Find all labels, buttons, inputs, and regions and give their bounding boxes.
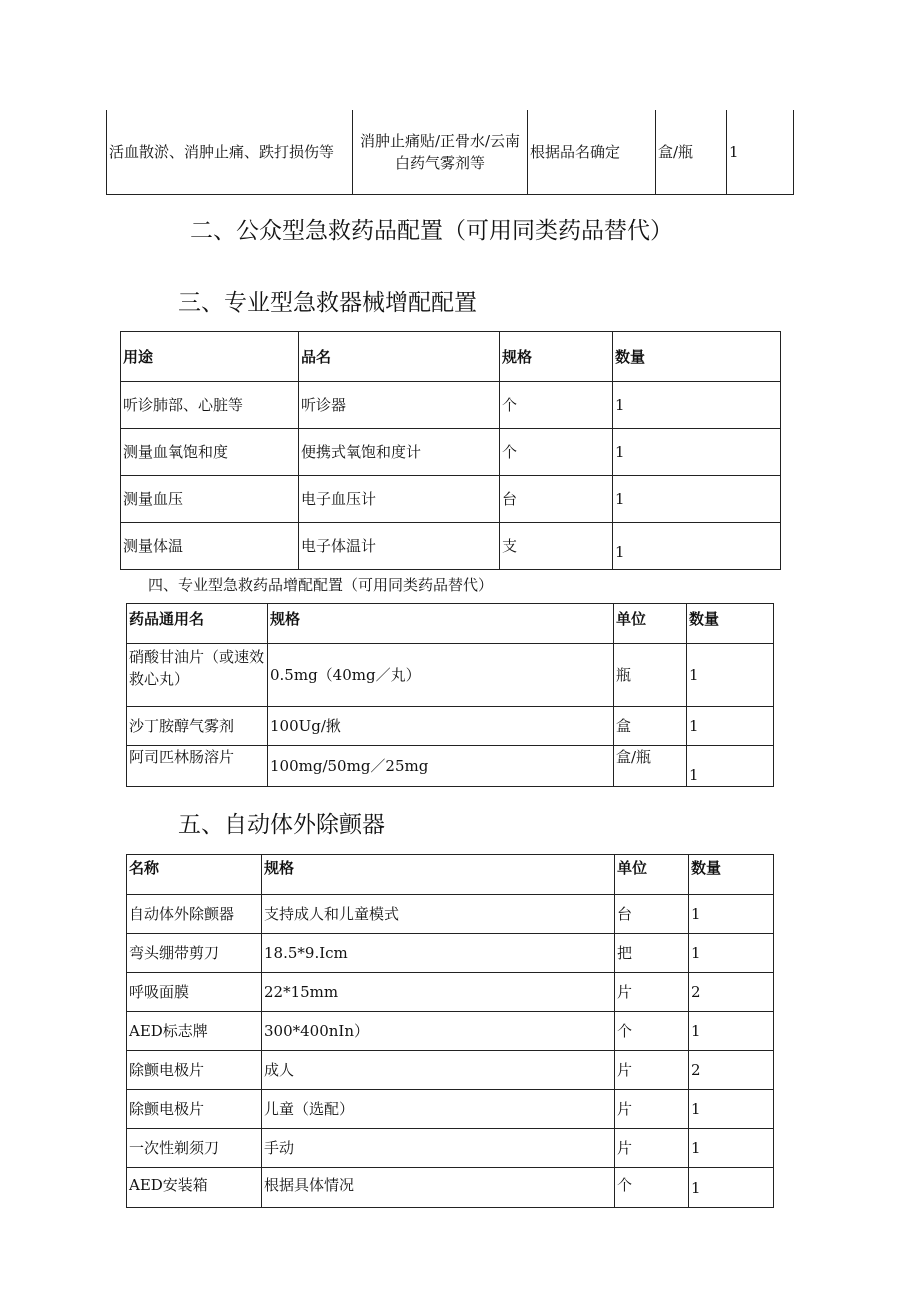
cell-quantity: 1 — [689, 1090, 774, 1129]
table-row — [127, 1012, 774, 1051]
header-purpose: 用途 — [121, 332, 299, 382]
drug-table — [126, 603, 774, 787]
cell-spec: 台 — [500, 476, 613, 523]
header-quantity: 数量 — [613, 332, 781, 382]
cell-spec: 0.5mg（40mg／丸） — [268, 644, 614, 707]
cell-unit: 个 — [615, 1012, 689, 1051]
cell-spec: 根据品名确定 — [528, 110, 656, 194]
cell-name: AED安装箱 — [127, 1168, 262, 1208]
cell-quantity: 2 — [689, 973, 774, 1012]
cell-unit: 盒/瓶 — [614, 746, 687, 787]
section-heading-4: 四、专业型急救药品增配配置（可用同类药品替代） — [148, 576, 494, 594]
cell-spec: 个 — [500, 382, 613, 429]
cell-unit: 片 — [615, 1051, 689, 1090]
table-row — [127, 1129, 774, 1168]
table-row — [127, 644, 774, 707]
cell-spec: 个 — [500, 429, 613, 476]
table-row — [127, 1090, 774, 1129]
table-header-row — [121, 332, 781, 382]
cell-spec: 支 — [500, 523, 613, 570]
table-row — [121, 429, 781, 476]
header-name: 名称 — [127, 855, 262, 895]
table-row — [127, 707, 774, 746]
header-quantity: 数量 — [689, 855, 774, 895]
cell-product: 电子体温计 — [299, 523, 500, 570]
cell-name: 呼吸面膜 — [127, 973, 262, 1012]
table-row — [127, 934, 774, 973]
header-product: 品名 — [299, 332, 500, 382]
table-row — [107, 110, 794, 194]
cell-product: 消肿止痛贴/正骨水/云南白药气雾剂等 — [353, 110, 528, 194]
cell-quantity: 1 — [689, 934, 774, 973]
table-row — [121, 382, 781, 429]
table-header-row — [127, 855, 774, 895]
header-spec: 规格 — [500, 332, 613, 382]
equipment-table — [120, 331, 781, 570]
cell-quantity: 1 — [689, 1012, 774, 1051]
cell-quantity: 1 — [613, 523, 781, 570]
cell-quantity: 1 — [689, 895, 774, 934]
cell-name: 自动体外除颤器 — [127, 895, 262, 934]
cell-name: 弯头绷带剪刀 — [127, 934, 262, 973]
cell-unit: 台 — [615, 895, 689, 934]
table-row — [127, 746, 774, 787]
cell-purpose: 听诊肺部、心脏等 — [121, 382, 299, 429]
cell-spec: 成人 — [262, 1051, 615, 1090]
cell-name: 除颤电极片 — [127, 1090, 262, 1129]
cell-unit: 个 — [615, 1168, 689, 1208]
table-continued — [106, 110, 794, 195]
header-spec: 规格 — [268, 604, 614, 644]
cell-quantity: 1 — [689, 1129, 774, 1168]
cell-spec: 300*400nIn） — [262, 1012, 615, 1051]
cell-drug-name: 沙丁胺醇气雾剂 — [127, 707, 268, 746]
header-unit: 单位 — [614, 604, 687, 644]
cell-name: AED标志牌 — [127, 1012, 262, 1051]
cell-spec: 手动 — [262, 1129, 615, 1168]
cell-unit: 盒/瓶 — [656, 110, 727, 194]
cell-purpose: 测量血氧饱和度 — [121, 429, 299, 476]
cell-quantity: 1 — [687, 707, 774, 746]
cell-product: 电子血压计 — [299, 476, 500, 523]
cell-quantity: 1 — [613, 382, 781, 429]
table-row — [127, 1051, 774, 1090]
cell-spec: 根据具体情况 — [262, 1168, 615, 1208]
cell-quantity: 2 — [689, 1051, 774, 1090]
cell-spec: 儿童（选配） — [262, 1090, 615, 1129]
cell-unit: 片 — [615, 973, 689, 1012]
section-heading-2: 二、公众型急救药品配置（可用同类药品替代） — [190, 218, 673, 244]
header-drug-name: 药品通用名 — [127, 604, 268, 644]
cell-drug-name: 硝酸甘油片（或速效救心丸） — [127, 644, 268, 707]
cell-quantity: 1 — [727, 110, 794, 194]
cell-purpose: 测量体温 — [121, 523, 299, 570]
cell-quantity: 1 — [687, 746, 774, 787]
header-spec: 规格 — [262, 855, 615, 895]
cell-spec: 100mg/50mg／25mg — [268, 746, 614, 787]
cell-spec: 100Ug/揪 — [268, 707, 614, 746]
cell-unit: 盒 — [614, 707, 687, 746]
cell-purpose: 活血散淤、消肿止痛、跌打损伤等 — [107, 110, 353, 194]
table-row — [121, 476, 781, 523]
table-row — [127, 895, 774, 934]
cell-product: 听诊器 — [299, 382, 500, 429]
cell-unit: 瓶 — [614, 644, 687, 707]
table-row — [127, 1168, 774, 1208]
cell-quantity: 1 — [687, 644, 774, 707]
cell-unit: 把 — [615, 934, 689, 973]
cell-quantity: 1 — [613, 476, 781, 523]
table-row — [121, 523, 781, 570]
cell-drug-name: 阿司匹林肠溶片 — [127, 746, 268, 787]
header-unit: 单位 — [615, 855, 689, 895]
cell-name: 除颤电极片 — [127, 1051, 262, 1090]
header-quantity: 数量 — [687, 604, 774, 644]
cell-quantity: 1 — [613, 429, 781, 476]
aed-table — [126, 854, 774, 1208]
cell-unit: 片 — [615, 1129, 689, 1168]
table-row — [127, 973, 774, 1012]
table-header-row — [127, 604, 774, 644]
cell-name: 一次性剃须刀 — [127, 1129, 262, 1168]
cell-spec: 支持成人和儿童模式 — [262, 895, 615, 934]
section-heading-3: 三、专业型急救器械增配配置 — [178, 290, 477, 316]
cell-spec: 18.5*9.Icm — [262, 934, 615, 973]
cell-product: 便携式氧饱和度计 — [299, 429, 500, 476]
cell-purpose: 测量血压 — [121, 476, 299, 523]
cell-quantity: 1 — [689, 1168, 774, 1208]
cell-spec: 22*15mm — [262, 973, 615, 1012]
section-heading-5: 五、自动体外除颤器 — [178, 812, 385, 838]
cell-unit: 片 — [615, 1090, 689, 1129]
